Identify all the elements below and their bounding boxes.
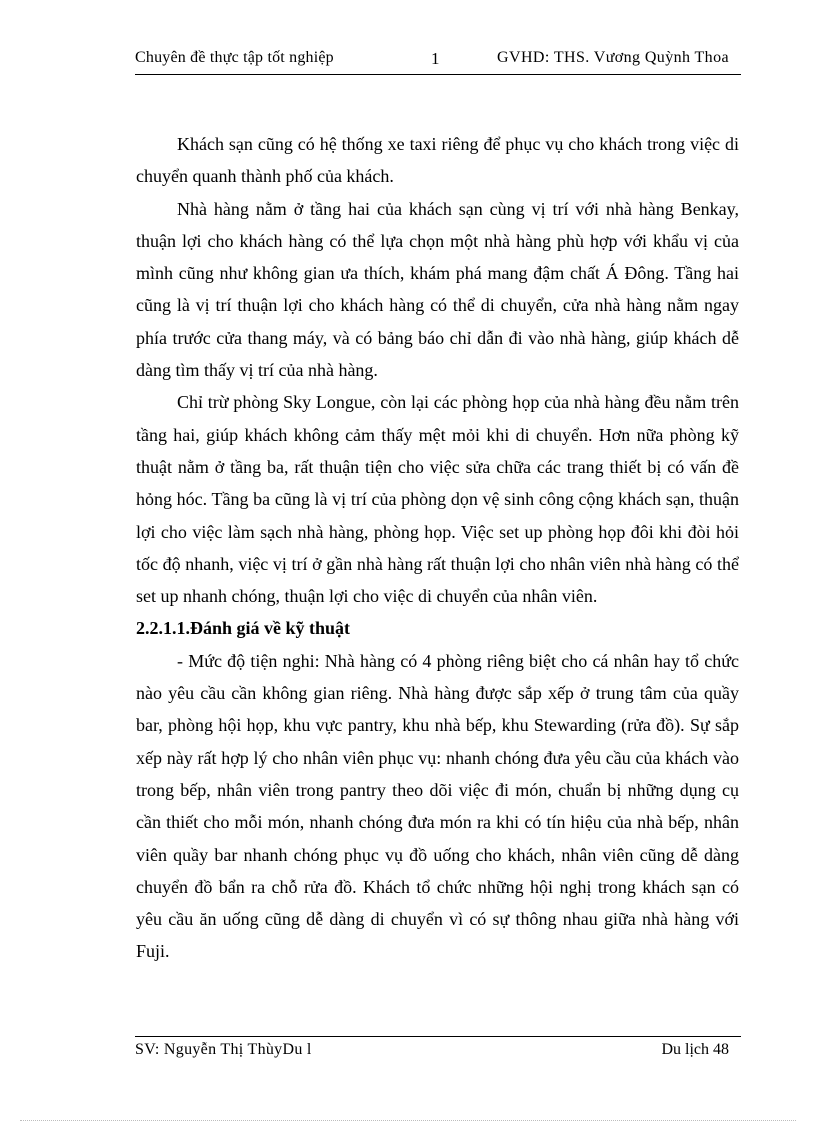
- header-advisor: GVHD: THS. Vương Quỳnh Thoa: [497, 49, 729, 66]
- footer-student: SV: Nguyễn Thị ThùyDu l: [135, 1041, 312, 1058]
- paragraph-location: Nhà hàng nằm ở tầng hai của khách sạn cùng vị trí với nhà hàng Benkay, thuận lợi cho khách hàng có thể lựa chọn một nhà hàng phù hợp với khẩu vị của mình cũng như không gian ưa thích, khám phá mang đậm chất Á Đông. Tầng hai cũng là vị trí thuận lợi cho khách hàng có thể di chuyển, cửa nhà hàng nằm ngay phía trước cửa thang máy, và có bảng báo chỉ dẫn đi vào nhà hàng, giúp khách dễ dàng tìm thấy vị trí của nhà hàng.: [136, 198, 739, 381]
- footer-class: Du lịch 48: [661, 1041, 729, 1058]
- page-bottom-edge: [20, 1120, 796, 1121]
- page-body: [136, 128, 739, 968]
- paragraph-meeting-rooms: Chỉ trừ phòng Sky Longue, còn lại các phòng họp của nhà hàng đều nằm trên tầng hai, giúp khách không cảm thấy mệt mỏi khi di chuyển. Hơn nữa phòng kỹ thuật nằm ở tầng ba, rất thuận tiện cho việc sửa chữa các trang thiết bị có vấn đề hỏng hóc. Tầng ba cũng là vị trí của phòng dọn vệ sinh công cộng khách sạn, thuận lợi cho việc làm sạch nhà hàng, phòng họp. Việc set up phòng họp đôi khi đòi hỏi tốc độ nhanh, việc vị trí ở gần nhà hàng rất thuận lợi cho nhân viên nhà hàng có thể set up nhanh chóng, thuận lợi cho việc di chuyển của nhân viên.: [136, 392, 739, 607]
- page-number: 1: [431, 49, 440, 68]
- header-title: Chuyên đề thực tập tốt nghiệp: [135, 49, 334, 66]
- paragraph-amenities: - Mức độ tiện nghi: Nhà hàng có 4 phòng riêng biệt cho cá nhân hay tổ chức nào yêu cầu cần không gian riêng. Nhà hàng được sắp xếp ở trung tâm của quầy bar, phòng hội họp, khu vực pantry, khu nhà bếp, khu Stewarding (rửa đồ). Sự sắp xếp này rất hợp lý cho nhân viên phục vụ: nhanh chóng đưa yêu cầu của khách vào trong bếp, nhân viên trong pantry theo dõi việc đi món, chuẩn bị những dụng cụ cần thiết cho mỗi món, nhanh chóng đưa món ra khi có tín hiệu của nhà bếp, nhân viên quầy bar nhanh chóng phục vụ đồ uống cho khách, nhân viên cũng dễ dàng chuyển đồ bẩn ra chỗ rửa đồ. Khách tổ chức những hội nghị trong khách sạn có yêu cầu ăn uống cũng dễ dàng di chuyển vì có sự thông nhau giữa nhà hàng với Fuji.: [136, 650, 739, 962]
- page-footer: [135, 1036, 741, 1063]
- section-heading: 2.2.1.1.Đánh giá về kỹ thuật: [136, 618, 351, 639]
- paragraph-taxi: Khách sạn cũng có hệ thống xe taxi riêng để phục vụ cho khách trong việc di chuyển quanh thành phố của khách.: [136, 134, 739, 187]
- page-header: [135, 48, 741, 75]
